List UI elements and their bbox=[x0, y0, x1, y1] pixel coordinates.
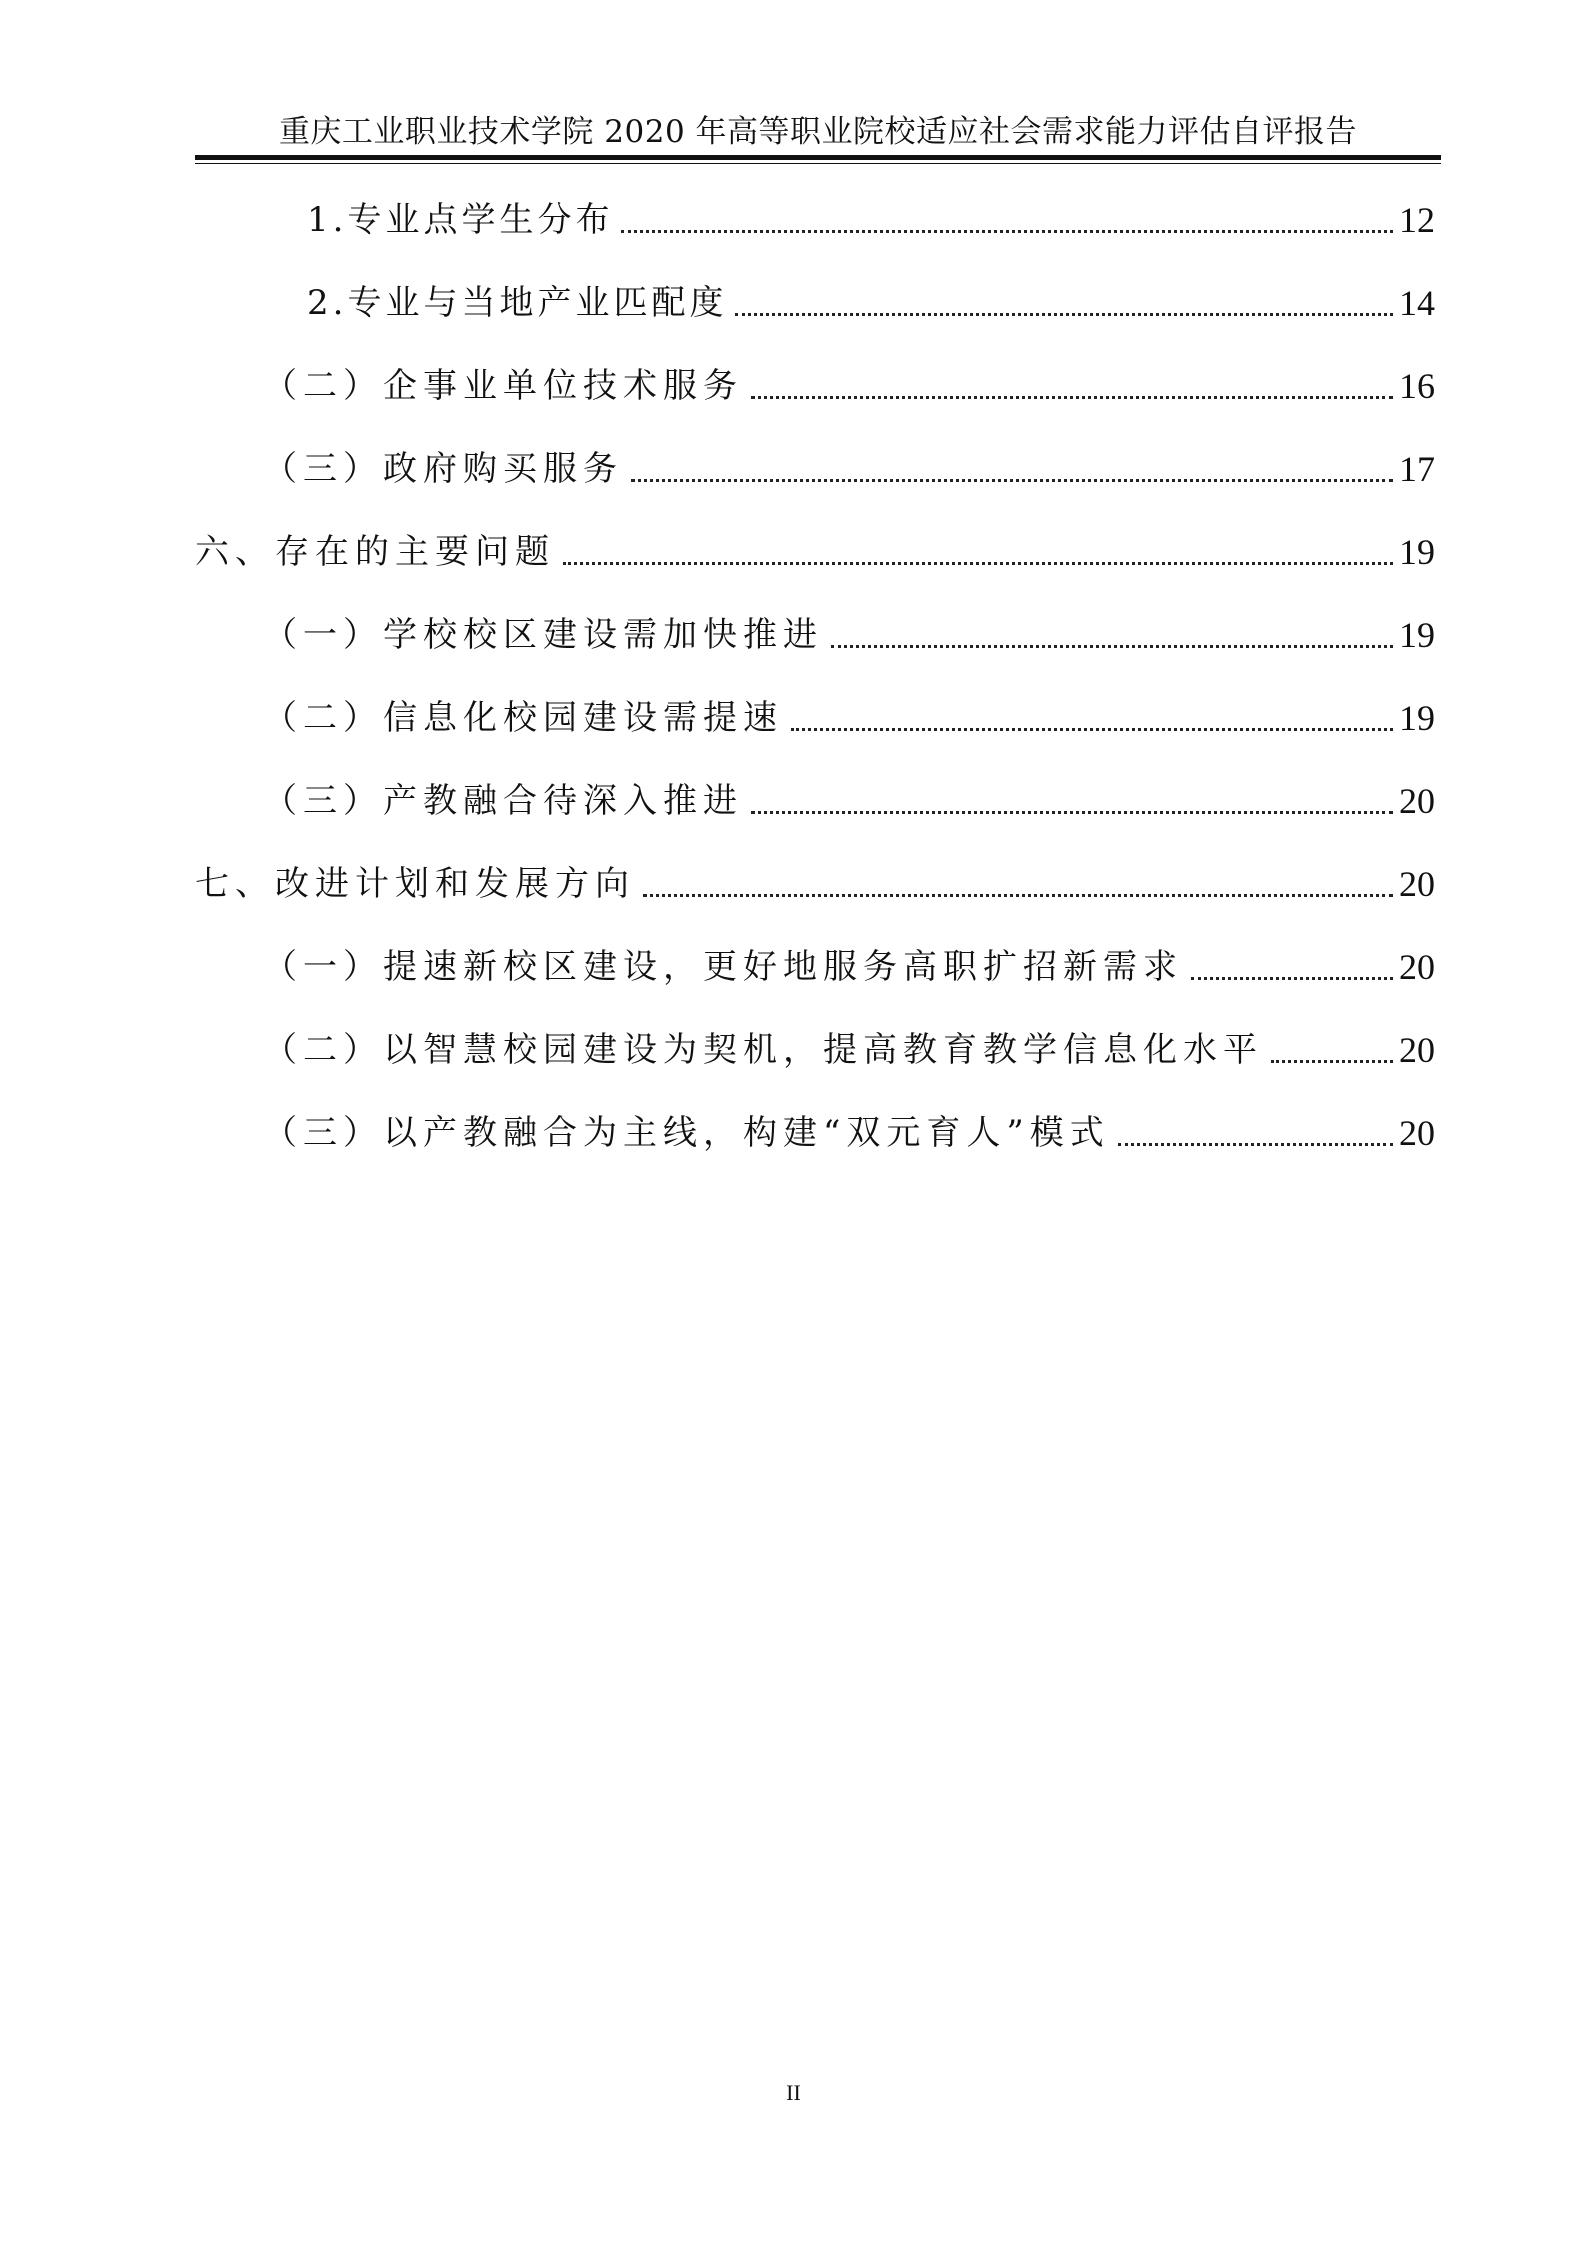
toc-entry-page: 20 bbox=[1399, 1113, 1435, 1153]
toc-entry-label: （三）以产教融合为主线，构建“双元育人”模式 bbox=[263, 1113, 1110, 1153]
toc-dot-leader bbox=[1191, 977, 1393, 980]
toc-entry[interactable] bbox=[195, 435, 1435, 491]
toc-entry[interactable] bbox=[195, 1099, 1435, 1155]
toc-entry-label: （一）学校校区建设需加快推进 bbox=[263, 615, 823, 655]
toc-entry[interactable] bbox=[195, 767, 1435, 823]
toc-entry-label: 2.专业与当地产业匹配度 bbox=[307, 283, 728, 323]
toc-entry-page: 16 bbox=[1399, 366, 1435, 406]
toc-entry-page: 12 bbox=[1399, 200, 1435, 240]
toc-entry-label: （三）产教融合待深入推进 bbox=[263, 781, 743, 821]
toc-dot-leader bbox=[751, 811, 1393, 814]
toc-entry-page: 17 bbox=[1399, 449, 1435, 489]
toc-dot-leader bbox=[621, 230, 1393, 233]
toc-entry-label: （二）企事业单位技术服务 bbox=[263, 366, 743, 406]
toc-entry-label: （二）以智慧校园建设为契机，提高教育教学信息化水平 bbox=[263, 1030, 1263, 1070]
toc-entry-page: 19 bbox=[1399, 698, 1435, 738]
toc-entry-page: 14 bbox=[1399, 283, 1435, 323]
toc-entry[interactable] bbox=[195, 850, 1435, 906]
toc-entry-label: 六、存在的主要问题 bbox=[195, 532, 555, 572]
toc-entry-page: 20 bbox=[1399, 1030, 1435, 1070]
toc-entry[interactable] bbox=[195, 1016, 1435, 1072]
toc-dot-leader bbox=[1118, 1143, 1393, 1146]
toc-entry-page: 20 bbox=[1399, 864, 1435, 904]
page-number: II bbox=[786, 2080, 801, 2105]
toc-entry-page: 19 bbox=[1399, 532, 1435, 572]
toc-dot-leader bbox=[563, 562, 1393, 565]
page-header bbox=[195, 108, 1441, 164]
toc-entry-label: 1.专业点学生分布 bbox=[307, 200, 614, 240]
toc-entry[interactable] bbox=[195, 269, 1435, 325]
toc-dot-leader bbox=[831, 645, 1393, 648]
toc-entry-page: 20 bbox=[1399, 781, 1435, 821]
toc-entry[interactable] bbox=[195, 352, 1435, 408]
toc-entry-label: （二）信息化校园建设需提速 bbox=[263, 698, 783, 738]
toc-dot-leader bbox=[735, 313, 1393, 316]
header-title: 重庆工业职业技术学院 2020 年高等职业院校适应社会需求能力评估自评报告 bbox=[278, 114, 1358, 150]
toc-entry-page: 19 bbox=[1399, 615, 1435, 655]
header-rule-thin bbox=[195, 163, 1441, 164]
toc-entry-page: 20 bbox=[1399, 947, 1435, 987]
toc-dot-leader bbox=[1271, 1060, 1393, 1063]
toc-entry[interactable] bbox=[195, 601, 1435, 657]
toc-entry[interactable] bbox=[195, 186, 1435, 242]
toc-entry-label: （一）提速新校区建设，更好地服务高职扩招新需求 bbox=[263, 947, 1183, 987]
toc-dot-leader bbox=[631, 479, 1393, 482]
header-rule-thick bbox=[195, 155, 1441, 160]
toc-entry-label: （三）政府购买服务 bbox=[263, 449, 623, 489]
toc-entry[interactable] bbox=[195, 933, 1435, 989]
toc-dot-leader bbox=[791, 728, 1393, 731]
toc-entry-label: 七、改进计划和发展方向 bbox=[195, 864, 635, 904]
toc-dot-leader bbox=[751, 396, 1393, 399]
toc-dot-leader bbox=[643, 894, 1393, 897]
toc-entry[interactable] bbox=[195, 684, 1435, 740]
toc-entry[interactable] bbox=[195, 518, 1435, 574]
